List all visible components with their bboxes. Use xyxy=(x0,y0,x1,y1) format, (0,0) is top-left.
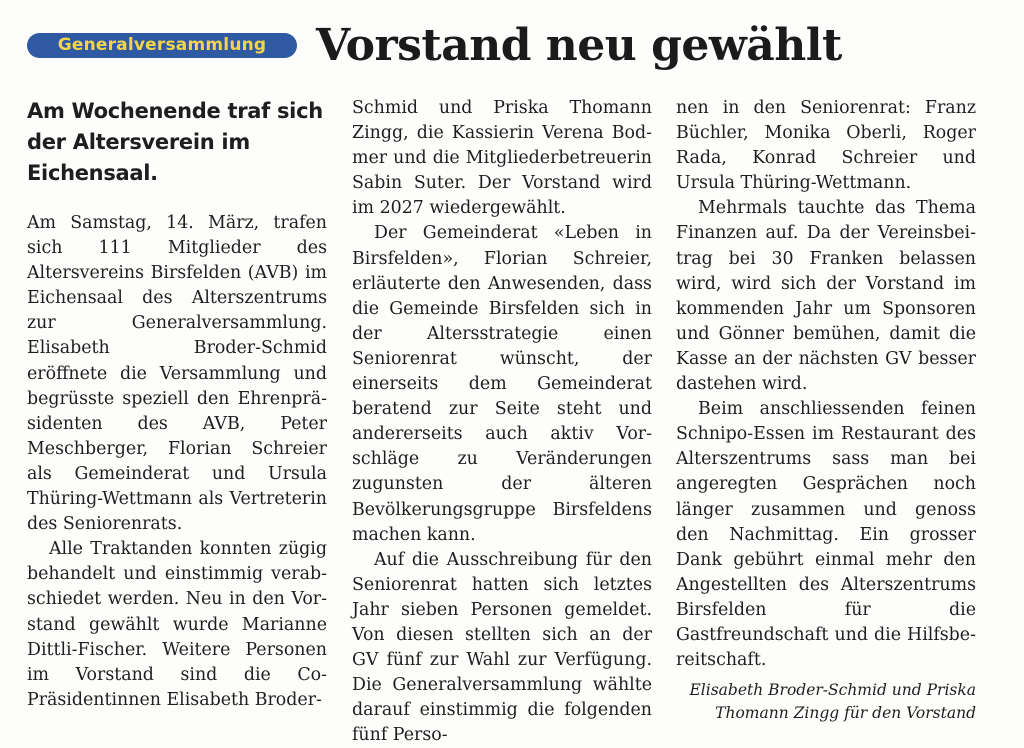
lead-text: Am Wochenende traf sich der Altersverein im Eichensaal. xyxy=(27,99,323,185)
author-signature: Elisabeth Broder-Schmid und Priska Thomann Zingg für den Vorstand xyxy=(689,681,976,723)
paragraph: Mehrmals tauchte das Thema Finanzen auf. Da der Vereinsbeitrag bei 30 Franken belassen wird, wird sich der Vorstand im kommenden Jahr um Sponsoren und Gönner bemühen, damit die Kasse an der nächsten GV besser dastehen wird. xyxy=(676,198,976,395)
paragraph: Der Gemeinderat «Leben in Birsfelden», Florian Schreier, erläuterte den Anwesenden, dass die Gemeinde Birsfelden sich in der Altersstrategie einen Seniorenrat wünscht, der einerseits dem Gemeinderat beratend zur Seite steht und andererseits auch aktiv Vorschläge zu Veränderungen zugunsten der älteren Bevölkerungsgruppe Birsfeldens machen kann. xyxy=(352,223,652,545)
paragraph: Am Samstag, 14. März, trafen sich 111 Mitglieder des Altersvereins Birsfelden (AVB) im Eichensaal des Alterszentrums zur Generalversammlung. Elisabeth Broder-Schmid eröffnete die Versammlung und begrüsste speziell den Ehrenpräsidenten des AVB, Peter Meschberger, Florian Schreier als Gemeinderat und Ursula Thüring-Wettmann als Vertreterin des Seniorenrats. xyxy=(27,213,327,535)
paragraph: Schmid und Priska Thomann Zingg, die Kassierin Verena Bodmer und die Mitgliederbetreuerin Sabin Suter. Der Vorstand wird im 2027 wiedergewählt. xyxy=(352,98,652,219)
headline: Vorstand neu gewählt xyxy=(316,20,842,71)
paragraph: Auf die Ausschreibung für den Seniorenrat hatten sich letztes Jahr sieben Personen gemeldet. Von diesen stellten sich an der GV fünf zur Wahl zur Verfügung. Die Generalversammlung wählte darauf einstimmig die folgenden fünf Perso- xyxy=(352,549,652,746)
column-2 xyxy=(352,96,652,748)
column-3 xyxy=(676,96,976,725)
section-tag: Generalversammlung xyxy=(27,33,297,58)
article-header xyxy=(0,0,1024,90)
paragraph: Alle Traktanden konnten zügig behandelt und einstimmig verabschiedet werden. Neu in den Vorstand gewählt wurde Marianne Dittli-Fischer. Weitere Personen im Vorstand sind die Co-Präsidentinnen Elisabeth Broder- xyxy=(27,539,327,710)
column-1 xyxy=(27,96,327,713)
paragraph: Beim anschliessenden feinen Schnipo-Essen im Restaurant des Alterszentrums sass man bei angeregten Gesprächen noch länger zusammen und genoss den Nachmittag. Ein grosser Dank gebührt einmal mehr den Angestellten des Alterszentrums Birsfelden für die Gastfreundschaft und die Hilfsbereitschaft. xyxy=(676,399,976,671)
paragraph: nen in den Seniorenrat: Franz Büchler, Monika Oberli, Roger Rada, Konrad Schreier und Ursula Thüring-Wettmann. xyxy=(676,98,976,194)
